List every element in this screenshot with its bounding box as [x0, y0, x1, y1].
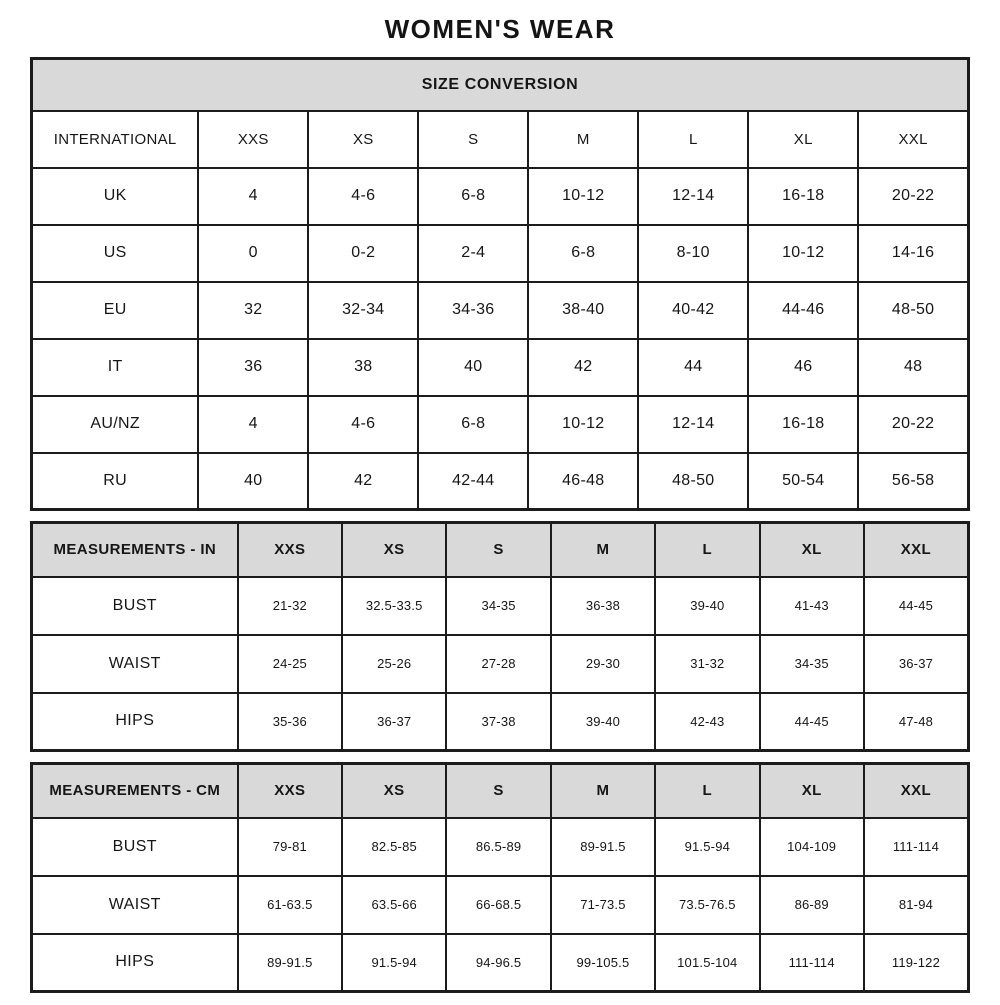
size-cell: 40	[198, 453, 308, 510]
measurement-cell: 63.5-66	[342, 876, 446, 934]
measurement-cell: 36-37	[864, 635, 969, 693]
column-header-xs: XS	[342, 764, 446, 818]
table-header-row	[32, 111, 969, 168]
size-cell: 40-42	[638, 282, 748, 339]
column-header-l: L	[655, 764, 759, 818]
row-label: WAIST	[32, 876, 238, 934]
measurement-cell: 44-45	[760, 693, 864, 751]
measurement-cell: 35-36	[238, 693, 342, 751]
size-cell: 4-6	[308, 396, 418, 453]
table-row-waist	[32, 876, 969, 934]
size-cell: 46	[748, 339, 858, 396]
row-label: BUST	[32, 577, 238, 635]
column-header-s: S	[418, 111, 528, 168]
table-row-bust	[32, 818, 969, 876]
measurement-cell: 31-32	[655, 635, 759, 693]
table-row-hips	[32, 693, 969, 751]
measurement-cell: 86-89	[760, 876, 864, 934]
measurement-cell: 44-45	[864, 577, 969, 635]
size-cell: 2-4	[418, 225, 528, 282]
row-label: US	[32, 225, 199, 282]
size-cell: 20-22	[858, 396, 968, 453]
page-title: WOMEN'S WEAR	[384, 14, 616, 44]
measurement-cell: 73.5-76.5	[655, 876, 759, 934]
size-cell: 46-48	[528, 453, 638, 510]
measurement-cell: 39-40	[551, 693, 655, 751]
size-cell: 6-8	[418, 168, 528, 225]
row-label: HIPS	[32, 693, 238, 751]
measurements-in-table	[30, 521, 970, 752]
size-cell: 32-34	[308, 282, 418, 339]
measurement-cell: 34-35	[446, 577, 550, 635]
measurement-cell: 27-28	[446, 635, 550, 693]
size-cell: 50-54	[748, 453, 858, 510]
row-label: BUST	[32, 818, 238, 876]
size-cell: 10-12	[528, 396, 638, 453]
column-header-xxs: XXS	[238, 764, 342, 818]
size-conversion-header: SIZE CONVERSION	[32, 59, 969, 111]
size-cell: 44	[638, 339, 748, 396]
column-header-xxs: XXS	[238, 523, 342, 577]
measurement-cell: 111-114	[864, 818, 969, 876]
table-row-it	[32, 339, 969, 396]
measurement-cell: 94-96.5	[446, 934, 550, 992]
size-cell: 12-14	[638, 168, 748, 225]
measurement-cell: 37-38	[446, 693, 550, 751]
measurement-cell: 99-105.5	[551, 934, 655, 992]
column-header-l: L	[638, 111, 748, 168]
size-cell: 16-18	[748, 168, 858, 225]
column-header-s: S	[446, 523, 550, 577]
size-cell: 6-8	[418, 396, 528, 453]
column-header-m: M	[551, 523, 655, 577]
measurement-cell: 91.5-94	[655, 818, 759, 876]
column-header-xs: XS	[308, 111, 418, 168]
measurement-cell: 29-30	[551, 635, 655, 693]
size-cell: 42-44	[418, 453, 528, 510]
column-header-xxl: XXL	[864, 764, 969, 818]
row-label: AU/NZ	[32, 396, 199, 453]
size-cell: 0-2	[308, 225, 418, 282]
size-cell: 56-58	[858, 453, 968, 510]
table-row-uk	[32, 168, 969, 225]
table-row-eu	[32, 282, 969, 339]
column-header-s: S	[446, 764, 550, 818]
column-header-xs: XS	[342, 523, 446, 577]
measurement-cell: 82.5-85	[342, 818, 446, 876]
size-cell: 12-14	[638, 396, 748, 453]
measurement-cell: 86.5-89	[446, 818, 550, 876]
measurement-cell: 34-35	[760, 635, 864, 693]
column-header-xl: XL	[760, 523, 864, 577]
measurement-cell: 24-25	[238, 635, 342, 693]
measurement-cell: 79-81	[238, 818, 342, 876]
size-cell: 20-22	[858, 168, 968, 225]
size-cell: 4-6	[308, 168, 418, 225]
row-label: RU	[32, 453, 199, 510]
measurement-cell: 81-94	[864, 876, 969, 934]
measurement-cell: 32.5-33.5	[342, 577, 446, 635]
column-header-xl: XL	[760, 764, 864, 818]
column-header-xxl: XXL	[858, 111, 968, 168]
measurement-cell: 42-43	[655, 693, 759, 751]
size-cell: 34-36	[418, 282, 528, 339]
size-cell: 0	[198, 225, 308, 282]
size-cell: 8-10	[638, 225, 748, 282]
measurement-cell: 21-32	[238, 577, 342, 635]
table-header-row	[32, 523, 969, 577]
measurements-cm-table	[30, 762, 970, 993]
measurement-cell: 36-37	[342, 693, 446, 751]
size-cell: 14-16	[858, 225, 968, 282]
row-label: EU	[32, 282, 199, 339]
column-header-xxs: XXS	[198, 111, 308, 168]
size-cell: 40	[418, 339, 528, 396]
table-row-aunz	[32, 396, 969, 453]
size-cell: 36	[198, 339, 308, 396]
measurement-cell: 119-122	[864, 934, 969, 992]
table-row-ru	[32, 453, 969, 510]
measurement-cell: 101.5-104	[655, 934, 759, 992]
size-cell: 32	[198, 282, 308, 339]
column-header-l: L	[655, 523, 759, 577]
row-label: WAIST	[32, 635, 238, 693]
size-cell: 16-18	[748, 396, 858, 453]
measurement-cell: 25-26	[342, 635, 446, 693]
row-label: HIPS	[32, 934, 238, 992]
measurement-cell: 71-73.5	[551, 876, 655, 934]
column-header-m: M	[551, 764, 655, 818]
measurement-cell: 111-114	[760, 934, 864, 992]
measurement-cell: 61-63.5	[238, 876, 342, 934]
size-cell: 38-40	[528, 282, 638, 339]
measurement-cell: 41-43	[760, 577, 864, 635]
column-header-international: INTERNATIONAL	[32, 111, 199, 168]
measurement-cell: 91.5-94	[342, 934, 446, 992]
measurement-cell: 66-68.5	[446, 876, 550, 934]
size-conversion-table	[30, 57, 970, 511]
size-cell: 10-12	[528, 168, 638, 225]
measurement-cell: 89-91.5	[238, 934, 342, 992]
size-cell: 42	[308, 453, 418, 510]
size-cell: 48-50	[638, 453, 748, 510]
size-cell: 44-46	[748, 282, 858, 339]
column-header-m: M	[528, 111, 638, 168]
measurement-cell: 89-91.5	[551, 818, 655, 876]
column-header-xl: XL	[748, 111, 858, 168]
measurement-cell: 47-48	[864, 693, 969, 751]
table-row-hips	[32, 934, 969, 992]
size-cell: 48-50	[858, 282, 968, 339]
table-row-us	[32, 225, 969, 282]
measurements-in-header: MEASUREMENTS - IN	[32, 523, 238, 577]
table-row-bust	[32, 577, 969, 635]
size-cell: 4	[198, 168, 308, 225]
size-cell: 10-12	[748, 225, 858, 282]
measurement-cell: 104-109	[760, 818, 864, 876]
measurement-cell: 39-40	[655, 577, 759, 635]
table-band-row	[32, 59, 969, 111]
table-row-waist	[32, 635, 969, 693]
measurements-cm-header: MEASUREMENTS - CM	[32, 764, 238, 818]
size-cell: 38	[308, 339, 418, 396]
size-cell: 48	[858, 339, 968, 396]
row-label: UK	[32, 168, 199, 225]
table-header-row	[32, 764, 969, 818]
size-cell: 42	[528, 339, 638, 396]
size-cell: 6-8	[528, 225, 638, 282]
column-header-xxl: XXL	[864, 523, 969, 577]
size-cell: 4	[198, 396, 308, 453]
measurement-cell: 36-38	[551, 577, 655, 635]
row-label: IT	[32, 339, 199, 396]
